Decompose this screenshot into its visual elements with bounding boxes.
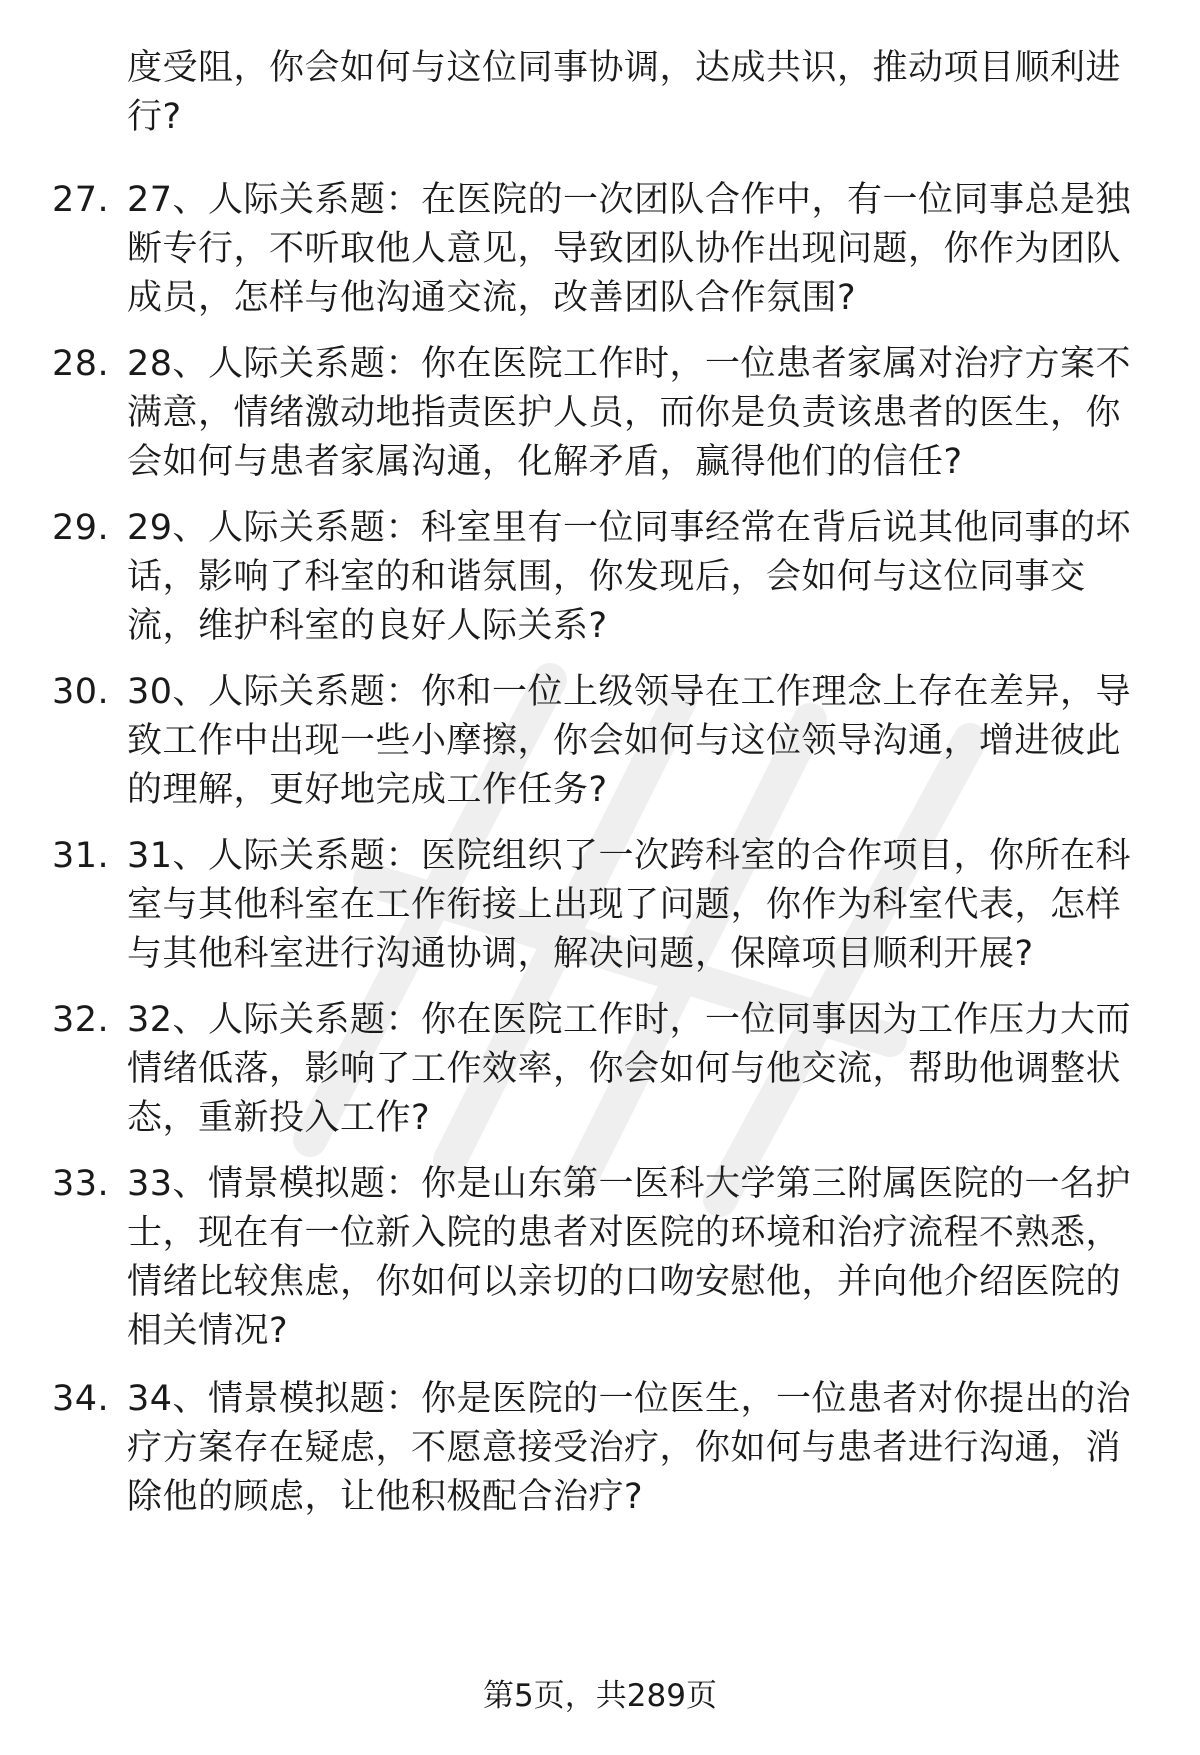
item-number: 28.	[52, 344, 110, 384]
item-text: 30、人际关系题：你和一位上级领导在工作理念上存在差异，导致工作中出现一些小摩擦，你会如何与这位领导沟通，增进彼此的理解，更好地完成工作任务?	[127, 672, 1132, 810]
item-number: 27.	[52, 180, 110, 220]
continued-question-text: 度受阻，你会如何与这位同事协调，达成共识，推动项目顺利进行?	[127, 48, 1122, 137]
item-text: 27、人际关系题：在医院的一次团队合作中，有一位同事总是独断专行，不听取他人意见，导致团队协作出现问题，你作为团队成员，怎样与他沟通交流，改善团队合作氛围?	[127, 180, 1132, 318]
item-text: 28、人际关系题：你在医院工作时，一位患者家属对治疗方案不满意，情绪激动地指责医护人员，而你是负责该患者的医生，你会如何与患者家属沟通，化解矛盾，赢得他们的信任?	[127, 344, 1132, 482]
item-text: 31、人际关系题：医院组织了一次跨科室的合作项目，你所在科室与其他科室在工作衔接上出现了问题，你作为科室代表，怎样与其他科室进行沟通协调，解决问题，保障项目顺利开展?	[127, 836, 1132, 974]
item-number: 33.	[52, 1164, 110, 1204]
item-number: 34.	[52, 1379, 110, 1419]
item-number: 29.	[52, 508, 110, 548]
item-text: 34、情景模拟题：你是医院的一位医生，一位患者对你提出的治疗方案存在疑虑，不愿意接受治疗，你如何与患者进行沟通，消除他的顾虑，让他积极配合治疗?	[127, 1379, 1132, 1517]
page-footer: 第5页，共289页	[483, 1678, 717, 1714]
item-text: 32、人际关系题：你在医院工作时，一位同事因为工作压力大而情绪低落，影响了工作效率，你会如何与他交流，帮助他调整状态，重新投入工作?	[127, 1000, 1132, 1138]
item-number: 30.	[52, 672, 110, 712]
item-text: 33、情景模拟题：你是山东第一医科大学第三附属医院的一名护士，现在有一位新入院的患者对医院的环境和治疗流程不熟悉，情绪比较焦虑，你如何以亲切的口吻安慰他，并向他介绍医院的相关情况?	[127, 1164, 1132, 1351]
item-number: 32.	[52, 1000, 110, 1040]
item-number: 31.	[52, 836, 110, 876]
item-text: 29、人际关系题：科室里有一位同事经常在背后说其他同事的坏话，影响了科室的和谐氛围，你发现后，会如何与这位同事交流，维护科室的良好人际关系?	[127, 508, 1132, 646]
